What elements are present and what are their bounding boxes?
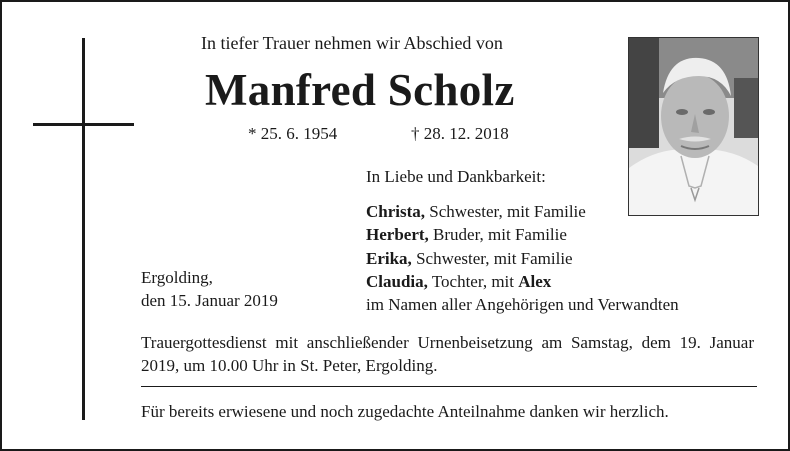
survivor-relation: Schwester, mit Familie (425, 202, 586, 221)
survivor-extra-name: Alex (518, 271, 552, 291)
service-announcement: Trauergottesdienst mit anschließender Urnenbeisetzung am Samstag, dem 19. Januar 2019, um 10.00 Uhr in St. Peter, Ergolding. (141, 333, 754, 375)
list-item (366, 223, 679, 246)
survivor-name: Erika, (366, 248, 412, 268)
divider (141, 386, 757, 387)
closing-thanks: Für bereits erwiesene und noch zugedachte Anteilnahme danken wir herzlich. (141, 402, 669, 421)
survivor-name: Christa, (366, 202, 426, 221)
cross-icon (82, 38, 85, 420)
survivor-name: Claudia, (366, 271, 428, 291)
list-item (366, 247, 679, 270)
deceased-name: Manfred Scholz (205, 65, 515, 115)
place: Ergolding, (141, 268, 213, 287)
thanks-heading: In Liebe und Dankbarkeit: (366, 167, 546, 186)
intro-text: In tiefer Trauer nehmen wir Abschied von (201, 33, 503, 53)
death-date: † 28. 12. 2018 (411, 124, 509, 143)
survivors-list (366, 200, 679, 316)
survivor-name: Herbert, (366, 225, 429, 245)
cross-icon-bar (33, 123, 134, 126)
place-and-date (141, 266, 278, 312)
portrait-photo (628, 37, 759, 216)
survivor-relation: Tochter, mit (427, 271, 519, 291)
list-item (366, 200, 679, 223)
notice-date: den 15. Januar 2019 (141, 291, 278, 310)
survivors-closing: im Namen aller Angehörigen und Verwandten (366, 295, 679, 315)
list-item (366, 270, 679, 293)
survivor-relation: Schwester, mit Familie (411, 248, 573, 268)
survivor-relation: Bruder, mit Familie (428, 225, 567, 245)
birth-date: * 25. 6. 1954 (248, 124, 338, 143)
